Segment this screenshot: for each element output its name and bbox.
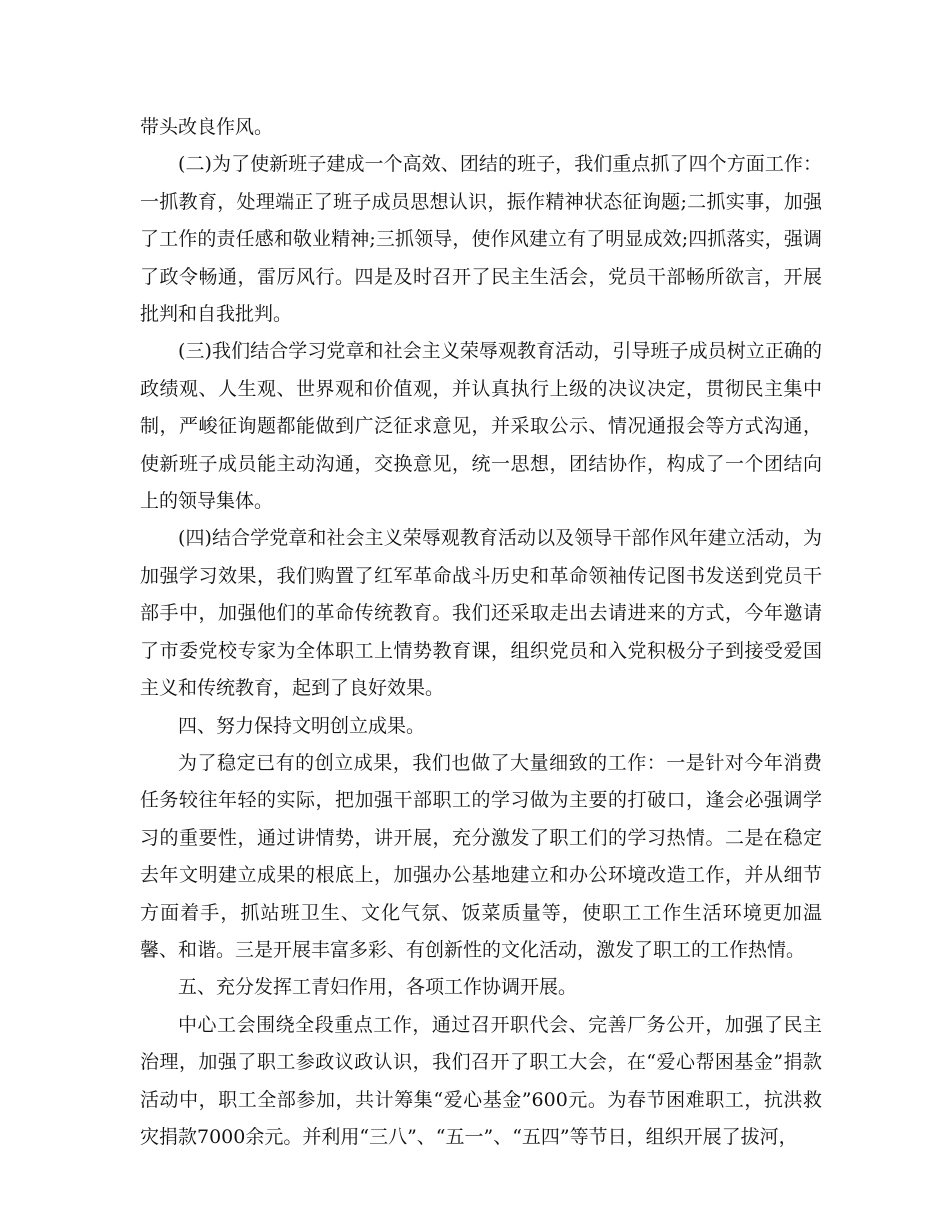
paragraph-union: 中心工会围绕全段重点工作，通过召开职代会、完善厂务公开，加强了民主治理，加强了职工参政议政认识，我们召开了职工大会，在“爱心帮困基金”捐款活动中，职工全部参加，共计筹集“爱心基金”600元。为春节困难职工，抗洪救灾捐款7000余元。并利用“三八”、“五一”、“五四”等节日，组织开展了拔河， [140,1013,822,1148]
paragraph-section-2: (二)为了使新班子建成一个高效、团结的班子，我们重点抓了四个方面工作：一抓教育，处理端正了班子成员思想认识，振作精神状态征询题;二抓实事，加强了工作的责任感和敬业精神;三抓领导，使作风建立有了明显成效;四抓落实，强调了政令畅通，雷厉风行。四是及时召开了民主生活会，党员干部畅所欲言，开展批判和自我批判。 [140,153,822,326]
heading-union: 五、充分发挥工青妇作用，各项工作协调开展。 [178,976,578,999]
heading-civilization: 四、努力保持文明创立成果。 [178,714,426,737]
paragraph-civilization: 为了稳定已有的创立成果，我们也做了大量细致的工作：一是针对今年消费任务较往年轻的实际，把加强干部职工的学习做为主要的打破口，逢会必强调学习的重要性，通过讲情势，讲开展，充分激发了职工们的学习热情。二是在稳定去年文明建立成果的根底上，加强办公基地建立和办公环境改造工作，并从细节方面着手，抓站班卫生、文化气氛、饭菜质量等，使职工工作生活环境更加温馨、和谐。三是开展丰富多彩、有创新性的文化活动，激发了职工的工作热情。 [140,751,822,961]
paragraph-continued: 带头改良作风。 [140,116,274,138]
paragraph-section-4: (四)结合学党章和社会主义荣辱观教育活动以及领导干部作风年建立活动，为加强学习效果，我们购置了红军革命战斗历史和革命领袖传记图书发送到党员干部手中，加强他们的革命传统教育。我们还采取走出去请进来的方式，今年邀请了市委党校专家为全体职工上情势教育课，组织党员和入党积极分子到接受爱国主义和传统教育，起到了良好效果。 [140,527,822,700]
paragraph-section-3: (三)我们结合学习党章和社会主义荣辱观教育活动，引导班子成员树立正确的政绩观、人生观、世界观和价值观，并认真执行上级的决议决定，贯彻民主集中制，严峻征询题都能做到广泛征求意见，并采取公示、情况通报会等方式沟通，使新班子成员能主动沟通，交换意见，统一思想，团结协作，构成了一个团结向上的领导集体。 [140,340,822,513]
document-body [140,109,822,1156]
